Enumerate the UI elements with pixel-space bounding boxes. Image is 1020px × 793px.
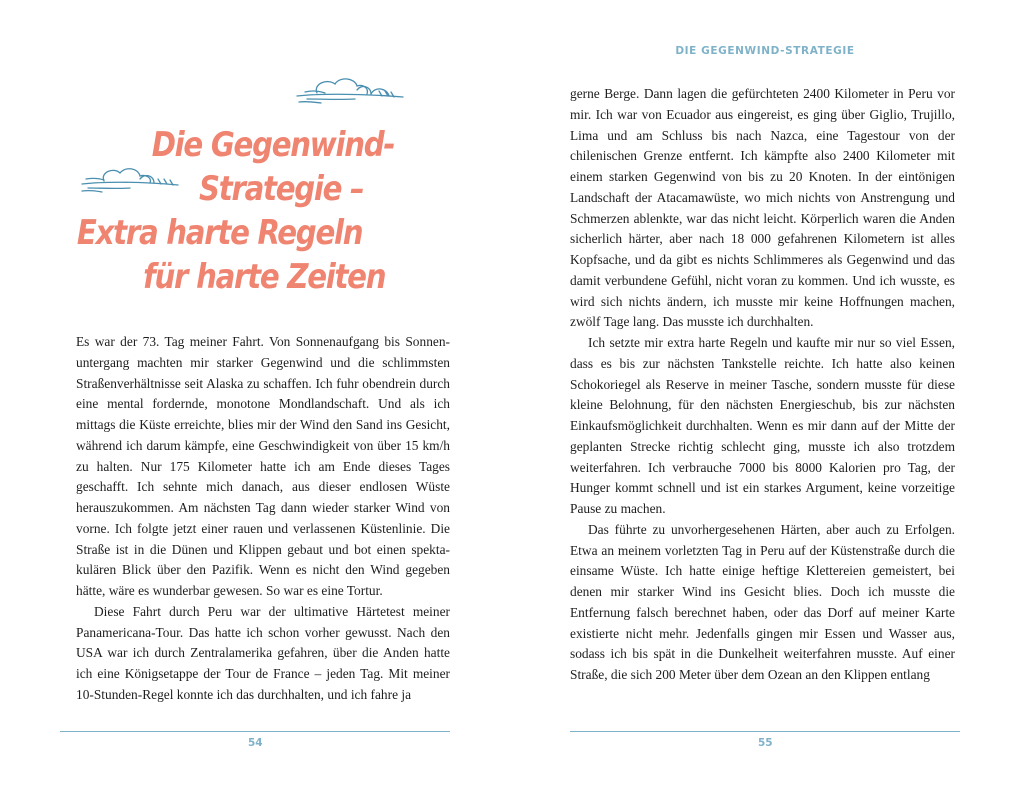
cloud-icon <box>295 72 405 106</box>
paragraph: Das führte zu unvorhergesehenen Härten, aber auch zu Erfolgen. Etwa an meinem vorletzten Tag in Peru auf der Küstenstraße durch die einsame Wüste. Ich hatte einige heftige Klettereien gemeistert, bei denen mir starker Wind ins Gesicht blies. Doch ich musste die Entfernung falsch berechnet haben, oder das Dorf auf meiner Karte existierte nicht mehr. Jedenfalls gingen mir Essen und Wasser aus, sodass ich bis spät in die Dunkelheit weiterfahren musste. Auf einer Straße, die sich 200 Meter über dem Ozean an den Klippen entlang <box>570 521 955 682</box>
paragraph: Ich setzte mir extra harte Regeln und kaufte mir nur so viel Essen, dass es bis zur nächsten Tankstelle reichte. Ich hatte also keinen Schokoriegel als Reserve in meiner Tasche, sondern musste für diese kleine Belohnung, für den nächsten Energieschub, bis zur nächsten Einkaufsmöglichkeit durchhalten. Wenn es mir dann auf der Mitte der geplanten Strecke richtig schlecht ging, musste ich also trotzdem weiterfahren. Ich verbrauche 7000 bis 8000 Kalorien pro Tag, der Hunger kommt schnell und ist ein starkes Argument, keine vorzeitige Pause zu machen. <box>570 335 955 516</box>
right-page <box>510 0 1020 793</box>
right-page-body <box>570 84 955 686</box>
paragraph: gerne Berge. Dann lagen die gefürchteten 2400 Kilometer in Peru vor mir. Ich war von Ecuador aus eingereist, es ging über Giglio, Trujillo, Lima und am Schluss bis nach Nazca, eine Tagestour von der chilenischen Grenze entfernt. Ich kämpfte also 2400 Kilometer mit einem starken Gegenwind von bis zu 20 Knoten. In der eintönigen Landschaft der Atacamawüste, wo mich nichts von Anstrengung und Schmerzen ablenkte, war das nicht leicht. Körperlich waren die Anden sicherlich härter, aber nach 18 000 gefahrenen Kilometern ist alles Kopfsache, und da gibt es nichts Schlimmeres als Gegenwind und das damit verbundene Gefühl, nicht voran zu kommen. Und ich wusste, es wird sich nichts ändern, ich musste mir keine Hoffnungen machen, zwölf Tage lang. Das musste ich durchhalten. <box>570 86 955 330</box>
title-line: Strategie – <box>199 168 364 209</box>
title-line: Die Gegenwind- <box>151 124 395 165</box>
paragraph: Es war der 73. Tag meiner Fahrt. Von Sonnenaufgang bis Sonnenuntergang machten mir starker Gegenwind und die schlimmsten Straßenverhältnisse seit Alaska zu schaffen. Ich fuhr obendrein durch eine mental fordernde, monotone Mondlandschaft. Und als ich mittags die Küste erreichte, blies mir der Wind den Sand ins Gesicht, während ich darum kämpfe, eine Geschwindigkeit von über 15 km/h zu halten. Nur 175 Kilometer hatte ich am Ende dieses Tages geschafft. Ich sehnte mich danach, aus dieser endlosen Wüste herauszukommen. Am nächsten Tag dann wieder starker Wind von vorne. Ich folgte jetzt einer rauen und verlassenen Küstenlinie. Die Straße ist in die Dünen und Klippen gebaut und bot einen spektakulären Blick über den Pazifik. Wenn es nicht den Wind gegeben hätte, wäre es wunderbar gewesen. So war es eine Tortur. <box>76 334 450 598</box>
page-number: 54 <box>248 737 263 749</box>
chapter-title <box>70 123 431 299</box>
paragraph: Diese Fahrt durch Peru war der ultimative Härtetest meiner Panamericana-Tour. Das hatte ich schon vorher gewusst. Nach den USA war ich durch Zentralamerika gefahren, über die Anden hatte ich eine Königsetappe der Tour de France – jeden Tag. Mit meiner 10-Stunden-Regel konnte ich das durchhalten, und ich fahre ja <box>76 603 450 702</box>
page-number: 55 <box>758 737 773 749</box>
title-line: für harte Zeiten <box>143 256 386 297</box>
footer-rule <box>60 731 450 732</box>
title-line: Extra harte Regeln <box>76 212 363 253</box>
running-head: DIE GEGENWIND-STRATEGIE <box>675 45 855 57</box>
footer-rule <box>570 731 960 732</box>
left-page-body <box>76 332 450 706</box>
